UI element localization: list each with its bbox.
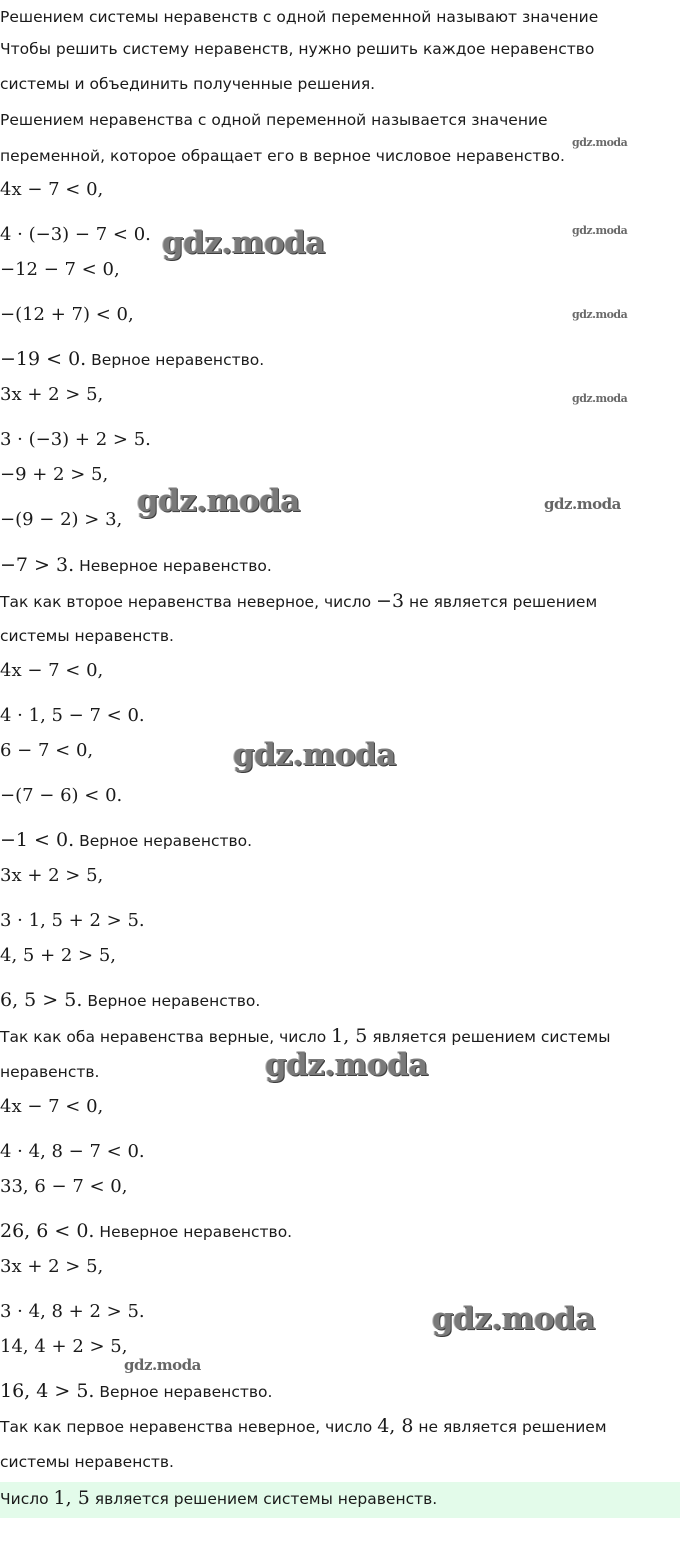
watermark: gdz.moda (432, 1301, 595, 1337)
watermark: gdz.moda (124, 1356, 201, 1374)
watermark: gdz.moda (572, 136, 628, 149)
check3-result2 (0, 1382, 272, 1401)
check1-eq4: −(12 + 7) < 0, (0, 304, 134, 325)
math-expression: 6, 5 > 5. (0, 989, 83, 1011)
check2-eq2: 4 · 1, 5 − 7 < 0. (0, 705, 145, 726)
check3-eq6: 14, 4 + 2 > 5, (0, 1336, 128, 1357)
check3-eq3: 33, 6 − 7 < 0, (0, 1176, 128, 1197)
check1-eq6: 3 · (−3) + 2 > 5. (0, 429, 151, 450)
check2-eq6: 3 · 1, 5 + 2 > 5. (0, 910, 145, 931)
check3-eq2: 4 · 4, 8 − 7 < 0. (0, 1141, 145, 1162)
verdict-text: Неверное неравенство. (94, 1223, 293, 1241)
conclusion-text: не является решением (413, 1418, 607, 1436)
check1-eq7: −9 + 2 > 5, (0, 464, 109, 485)
conclusion-text: Так как оба неравенства верные, число (0, 1028, 332, 1046)
verdict-text: Верное неравенство. (74, 832, 253, 850)
check3-eq5: 3 · 4, 8 + 2 > 5. (0, 1301, 145, 1322)
check3-conclusion (0, 1417, 607, 1436)
conclusion-text: Так как первое неравенства неверное, число (0, 1418, 378, 1436)
check2-eq4: −(7 − 6) < 0. (0, 785, 123, 806)
math-expression: −7 > 3. (0, 554, 75, 576)
check1-result2 (0, 556, 272, 575)
math-expression: 16, 4 > 5. (0, 1380, 95, 1402)
watermark: gdz.moda (162, 225, 325, 261)
watermark: gdz.moda (265, 1047, 428, 1083)
check2-result2 (0, 991, 260, 1010)
watermark: gdz.moda (572, 392, 628, 405)
check2-eq5: 3x + 2 > 5, (0, 865, 104, 886)
check1-eq3: −12 − 7 < 0, (0, 259, 120, 280)
conclusion-text: Так как второе неравенства неверное, число (0, 593, 377, 611)
check1-eq5: 3x + 2 > 5, (0, 384, 104, 405)
watermark: gdz.moda (572, 224, 628, 237)
check2-eq7: 4, 5 + 2 > 5, (0, 945, 117, 966)
intro-line-4: Решением неравенства с одной переменной называется значение (0, 111, 548, 129)
math-number: 1, 5 (53, 1487, 90, 1509)
check2-conclusion (0, 1027, 610, 1046)
check1-eq2: 4 · (−3) − 7 < 0. (0, 224, 151, 245)
check2-conclusion-2: неравенств. (0, 1063, 100, 1081)
check1-eq8: −(9 − 2) > 3, (0, 509, 123, 530)
check1-conclusion-2: системы неравенств. (0, 627, 174, 645)
intro-line-3: системы и объединить полученные решения. (0, 75, 376, 93)
math-expression: 26, 6 < 0. (0, 1220, 95, 1242)
intro-line-2: Чтобы решить систему неравенств, нужно решить каждое неравенство (0, 40, 595, 58)
check1-eq1: 4x − 7 < 0, (0, 179, 104, 200)
watermark: gdz.moda (233, 737, 396, 773)
check1-conclusion (0, 592, 597, 611)
math-number: 1, 5 (331, 1025, 368, 1047)
check1-result1 (0, 350, 264, 369)
check2-eq1: 4x − 7 < 0, (0, 660, 104, 681)
verdict-text: Верное неравенство. (94, 1383, 273, 1401)
watermark: gdz.moda (572, 308, 628, 321)
math-expression: −19 < 0. (0, 348, 87, 370)
intro-line-5: переменной, которое обращает его в верное числовое неравенство. (0, 147, 565, 165)
verdict-text: Верное неравенство. (82, 992, 261, 1010)
answer-text: является решением системы неравенств. (89, 1490, 438, 1508)
intro-line-1: Решением системы неравенств с одной переменной называют значение (0, 8, 599, 26)
watermark: gdz.moda (137, 483, 300, 519)
math-number: 4, 8 (377, 1415, 414, 1437)
conclusion-text: является решением системы (367, 1028, 611, 1046)
check2-result1 (0, 831, 252, 850)
conclusion-text: не является решением (404, 593, 598, 611)
check3-eq4: 3x + 2 > 5, (0, 1256, 104, 1277)
math-expression: −1 < 0. (0, 829, 75, 851)
verdict-text: Верное неравенство. (86, 351, 265, 369)
watermark: gdz.moda (544, 495, 621, 513)
math-number: −3 (376, 590, 405, 612)
final-answer (0, 1489, 437, 1508)
verdict-text: Неверное неравенство. (74, 557, 272, 575)
check2-eq3: 6 − 7 < 0, (0, 740, 94, 761)
check3-conclusion-2: системы неравенств. (0, 1453, 174, 1471)
check3-result1 (0, 1222, 292, 1241)
answer-text: Число (0, 1490, 54, 1508)
check3-eq1: 4x − 7 < 0, (0, 1096, 104, 1117)
